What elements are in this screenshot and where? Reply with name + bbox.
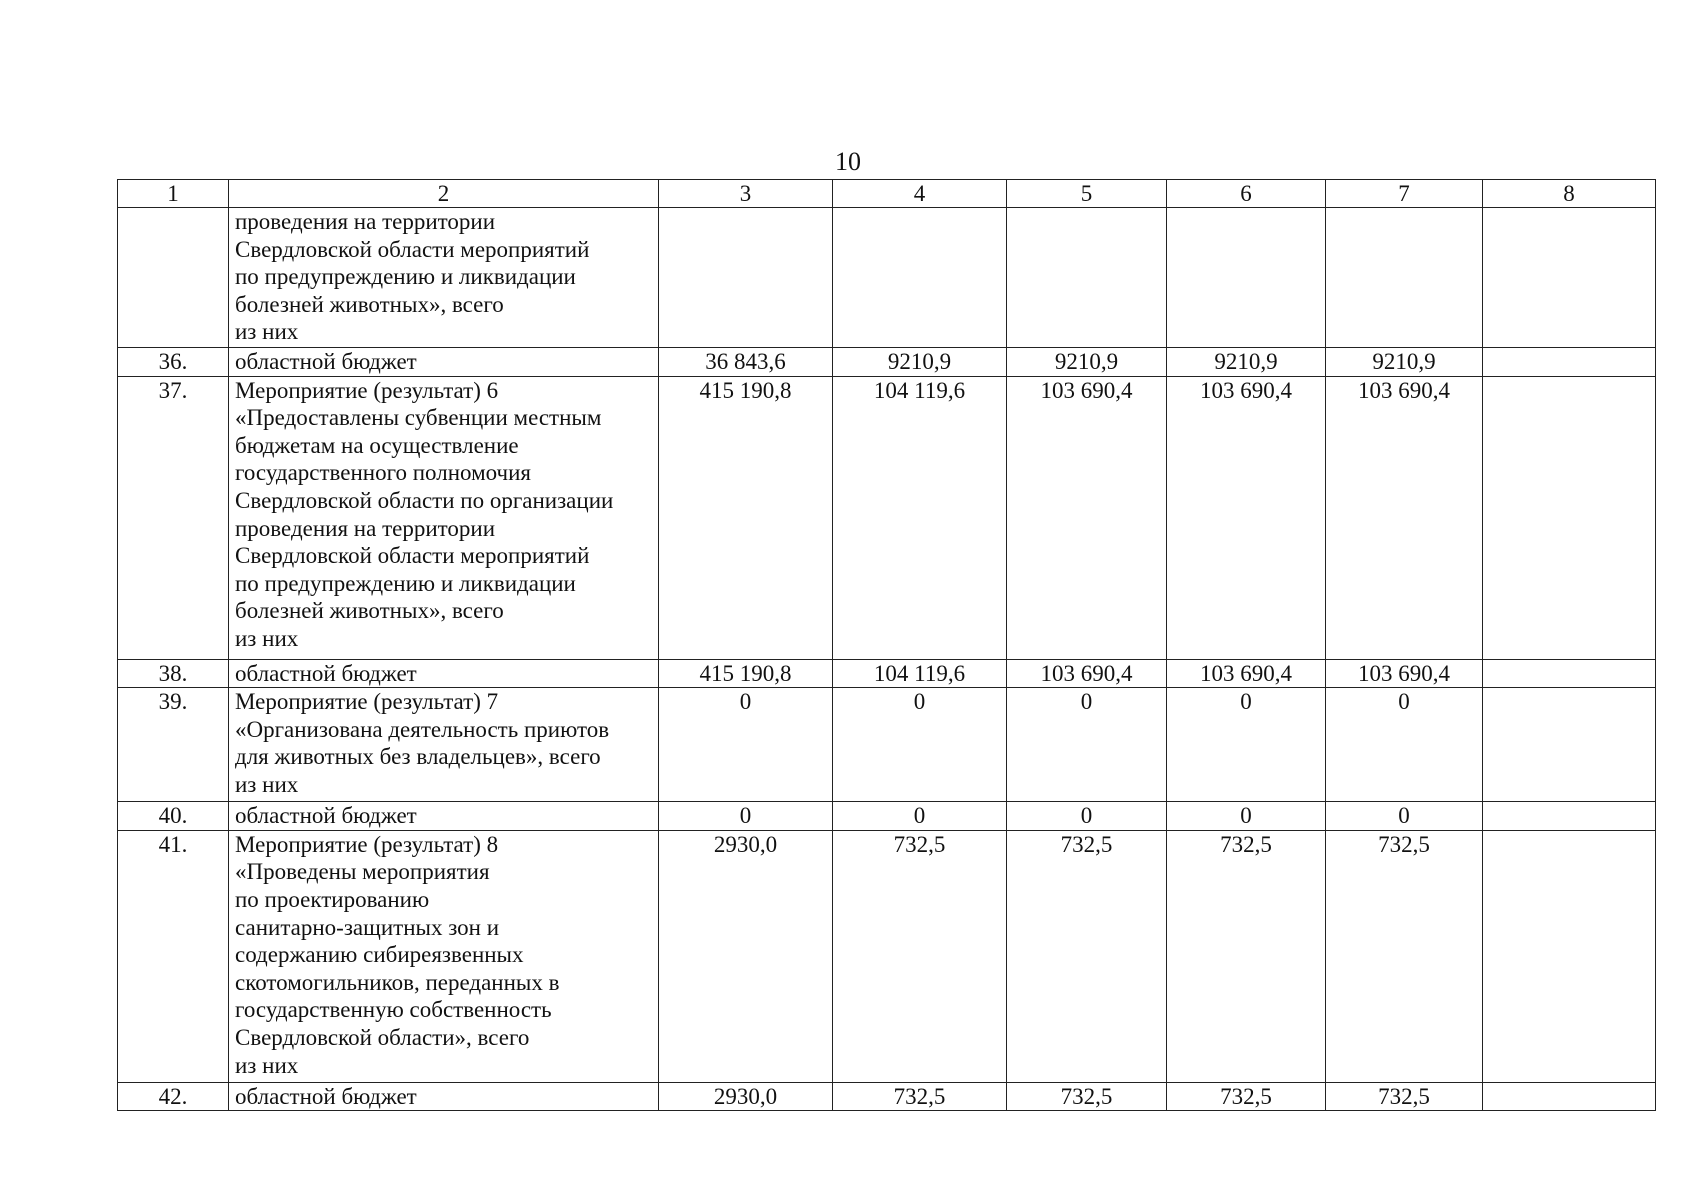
value-cell-col-5: 0: [1007, 688, 1167, 802]
row-description: [229, 208, 659, 348]
description-line: проведения на территории: [235, 209, 495, 234]
column-header: 7: [1326, 180, 1483, 208]
row-number: 38.: [118, 659, 229, 688]
row-description: [229, 830, 659, 1082]
description-line: Свердловской области мероприятий: [235, 543, 590, 569]
description-line: болезней животных», всего: [235, 291, 504, 317]
row-number: 42.: [118, 1082, 229, 1111]
description-line: Свердловской области мероприятий: [235, 236, 590, 262]
value-cell-col-7: [1326, 208, 1483, 348]
value-cell-col-7: 103 690,4: [1326, 659, 1483, 688]
value-cell-col-7: 732,5: [1326, 830, 1483, 1082]
row-description: [229, 1082, 659, 1111]
budget-table: [117, 179, 1656, 1111]
table-row: [118, 802, 1656, 831]
value-cell-col-3: 2930,0: [659, 1082, 833, 1111]
value-cell-col-8: [1483, 348, 1656, 377]
row-number: 41.: [118, 830, 229, 1082]
table-row: [118, 830, 1656, 1082]
description-line: из них: [235, 1052, 299, 1078]
value-cell-col-6: [1167, 208, 1326, 348]
row-description: [229, 802, 659, 831]
description-line: из них: [235, 771, 299, 797]
description-line: «Организована деятельность приютов: [235, 716, 610, 742]
table-row: [118, 688, 1656, 802]
value-cell-col-4: 732,5: [833, 830, 1007, 1082]
description-line: по предупреждению и ликвидации: [235, 264, 576, 290]
row-number: 37.: [118, 376, 229, 659]
description-line: «Предоставлены субвенции местным: [235, 405, 602, 431]
value-cell-col-4: 732,5: [833, 1082, 1007, 1111]
description-line: областной бюджет: [235, 660, 417, 686]
value-cell-col-3: [659, 208, 833, 348]
description-line: областной бюджет: [235, 803, 417, 829]
description-line: Мероприятие (результат) 8: [235, 831, 499, 857]
description-line: «Проведены мероприятия: [235, 859, 490, 885]
value-cell-col-4: 0: [833, 688, 1007, 802]
description-line: по проектированию: [235, 886, 430, 912]
value-cell-col-5: 732,5: [1007, 1082, 1167, 1111]
value-cell-col-6: 9210,9: [1167, 348, 1326, 377]
value-cell-col-8: [1483, 659, 1656, 688]
value-cell-col-8: [1483, 1082, 1656, 1111]
value-cell-col-6: 0: [1167, 688, 1326, 802]
value-cell-col-5: 732,5: [1007, 830, 1167, 1082]
value-cell-col-8: [1483, 376, 1656, 659]
column-header: 8: [1483, 180, 1656, 208]
column-header: 6: [1167, 180, 1326, 208]
value-cell-col-4: 104 119,6: [833, 376, 1007, 659]
value-cell-col-6: 732,5: [1167, 830, 1326, 1082]
value-cell-col-5: 9210,9: [1007, 348, 1167, 377]
value-cell-col-3: 2930,0: [659, 830, 833, 1082]
value-cell-col-7: 9210,9: [1326, 348, 1483, 377]
value-cell-col-7: 0: [1326, 802, 1483, 831]
table-row: [118, 1082, 1656, 1111]
value-cell-col-6: 732,5: [1167, 1082, 1326, 1111]
description-line: государственную собственность: [235, 997, 552, 1023]
value-cell-col-5: 103 690,4: [1007, 659, 1167, 688]
value-cell-col-7: 732,5: [1326, 1082, 1483, 1111]
value-cell-col-4: [833, 208, 1007, 348]
value-cell-col-8: [1483, 830, 1656, 1082]
value-cell-col-4: 9210,9: [833, 348, 1007, 377]
value-cell-col-3: 36 843,6: [659, 348, 833, 377]
row-number: [118, 208, 229, 348]
description-line: для животных без владельцев», всего: [235, 744, 601, 770]
description-line: скотомогильников, переданных в: [235, 969, 560, 995]
description-line: Свердловской области по организации: [235, 487, 614, 513]
row-number: 40.: [118, 802, 229, 831]
description-line: Свердловской области», всего: [235, 1024, 530, 1050]
row-description: [229, 688, 659, 802]
description-line: болезней животных», всего: [235, 598, 504, 624]
value-cell-col-7: 103 690,4: [1326, 376, 1483, 659]
description-line: бюджетам на осуществление: [235, 432, 519, 458]
description-line: Мероприятие (результат) 7: [235, 689, 499, 715]
value-cell-col-8: [1483, 208, 1656, 348]
table-row: [118, 208, 1656, 348]
column-header: 5: [1007, 180, 1167, 208]
value-cell-col-6: 103 690,4: [1167, 659, 1326, 688]
value-cell-col-6: 103 690,4: [1167, 376, 1326, 659]
description-line: областной бюджет: [235, 1083, 417, 1109]
description-line: проведения на территории: [235, 515, 495, 541]
value-cell-col-5: 103 690,4: [1007, 376, 1167, 659]
value-cell-col-8: [1483, 802, 1656, 831]
value-cell-col-6: 0: [1167, 802, 1326, 831]
description-line: санитарно-защитных зон и: [235, 914, 500, 940]
description-line: по предупреждению и ликвидации: [235, 570, 576, 596]
value-cell-col-4: 0: [833, 802, 1007, 831]
row-description: [229, 659, 659, 688]
column-header: 3: [659, 180, 833, 208]
description-line: из них: [235, 319, 299, 345]
description-line: из них: [235, 625, 299, 651]
table-row: [118, 348, 1656, 377]
description-line: областной бюджет: [235, 349, 417, 374]
value-cell-col-3: 0: [659, 802, 833, 831]
value-cell-col-4: 104 119,6: [833, 659, 1007, 688]
page-number: 10: [835, 147, 861, 176]
description-line: государственного полномочия: [235, 460, 531, 486]
row-description: [229, 376, 659, 659]
value-cell-col-3: 415 190,8: [659, 376, 833, 659]
table-row: [118, 659, 1656, 688]
value-cell-col-5: 0: [1007, 802, 1167, 831]
table-row: [118, 376, 1656, 659]
value-cell-col-8: [1483, 688, 1656, 802]
value-cell-col-3: 0: [659, 688, 833, 802]
row-number: 36.: [118, 348, 229, 377]
description-line: содержанию сибиреязвенных: [235, 942, 524, 968]
description-line: Мероприятие (результат) 6: [235, 377, 499, 403]
column-header: 2: [229, 180, 659, 208]
value-cell-col-5: [1007, 208, 1167, 348]
value-cell-col-7: 0: [1326, 688, 1483, 802]
table-header-row: [118, 180, 1656, 208]
row-description: [229, 348, 659, 377]
column-header: 1: [118, 180, 229, 208]
column-header: 4: [833, 180, 1007, 208]
row-number: 39.: [118, 688, 229, 802]
value-cell-col-3: 415 190,8: [659, 659, 833, 688]
